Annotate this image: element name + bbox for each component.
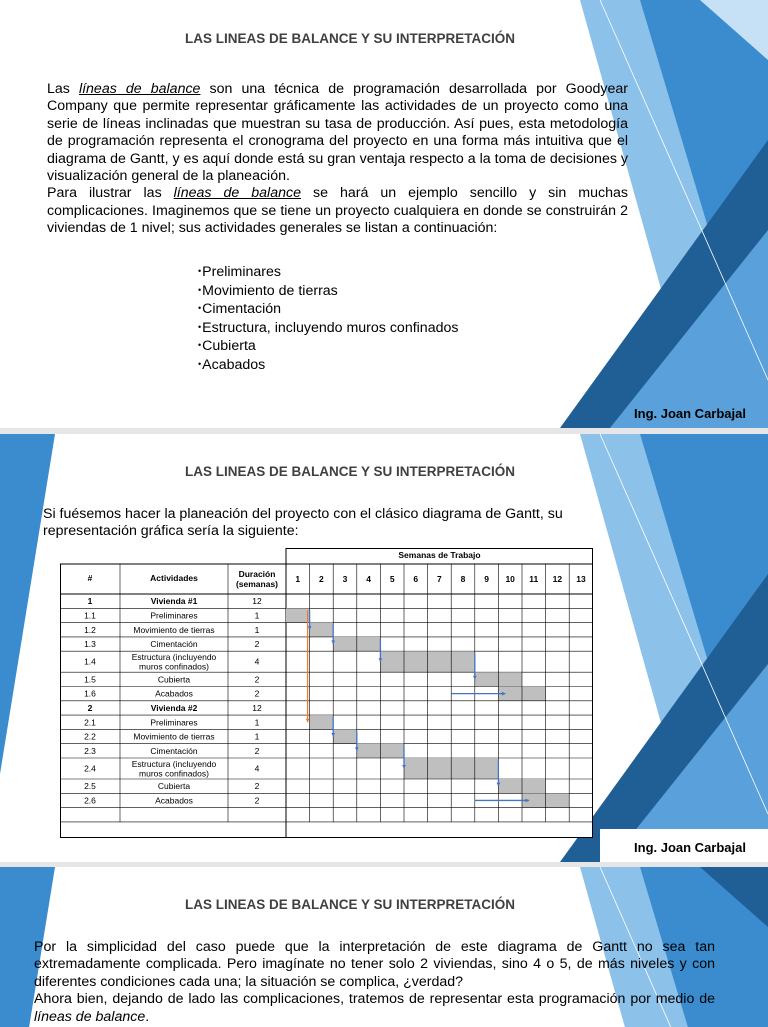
row-duration: 2 [254,639,260,650]
row-number: 2.2 [84,731,96,742]
row-activity: Cubierta [157,674,191,685]
row-duration: 2 [254,781,260,792]
week-header: 3 [342,574,348,584]
weeks-header: Semanas de Trabajo [398,550,481,560]
week-header: 4 [366,574,371,584]
row-duration: 12 [252,596,262,607]
activity-list [198,263,458,375]
row-duration: 2 [254,795,260,806]
slide-1 [0,0,768,428]
week-header: 6 [413,574,419,584]
list-item: • Acabados [198,356,458,375]
row-activity: Preliminares [150,610,198,621]
slide-title: LAS LINEAS DE BALANCE Y SU INTERPRETACIÓN [184,897,516,912]
row-number: 2 [87,702,93,713]
week-header: 1 [295,574,301,584]
row-duration: 2 [254,688,260,699]
list-item: • Estructura, incluyendo muros confinados [198,319,458,338]
week-header: 2 [319,574,324,584]
row-number: 1.3 [84,639,96,650]
list-item: • Preliminares [198,263,458,282]
author-label: Ing. Joan Carbajal [634,840,746,855]
row-number: 2.4 [84,763,96,774]
author-label: Ing. Joan Carbajal [634,406,746,421]
row-number: 1 [87,596,93,607]
row-number: 1.5 [84,674,96,685]
list-item: • Cimentación [198,300,458,319]
list-item: • Cubierta [198,337,458,356]
col-header-activity: Actividades [150,573,198,583]
row-activity: Preliminares [150,717,198,728]
row-activity: Acabados [155,795,193,806]
row-duration: 2 [254,745,260,756]
row-duration: 1 [254,610,260,621]
row-number: 1.4 [84,656,96,667]
col-header-duration: Duración [238,569,276,579]
row-activity: Cubierta [157,781,191,792]
row-number: 2.1 [84,717,96,728]
body-text: Por la simplicidad del caso puede que la interpretación de este diagrama de Gantt no sea tan extremadamente complicada. Pero imagínate no tener solo 2 viviendas, sino 4 o 5, de más niveles y con diferentes condiciones cada una; la situación se complica, ¿verdad? Ahora bien, dejando de lado las complicaciones, tratemos de representar esta programación por medio de líneas de balance. [34,939,715,1025]
week-header: 8 [460,574,466,584]
week-header: 11 [529,574,539,584]
row-activity: Estructura (incluyendo [131,759,217,769]
slide-3 [0,867,768,1027]
row-activity: muros confinados) [139,768,209,779]
row-activity: Vivienda #2 [150,702,198,713]
row-activity: Acabados [155,688,193,699]
row-duration: 4 [254,763,260,774]
row-activity: Estructura (incluyendo [131,652,217,663]
row-activity: Cimentación [150,639,198,650]
row-number: 2.6 [84,795,96,806]
intro-text: Las líneas de balance son una técnica de programación desarrollada por Goodyear Company que permite representar gráficamente las actividades de un proyecto como una serie de líneas inclinadas que muestran su tasa de producción. Así pues, esta metodología de programación representa el cronograma del proyecto en una forma más intuitiva que el diagrama de Gantt, y es aquí donde está su gran ventaja respecto a la toma de decisiones y visualización general de la planeación. Para ilustrar las líneas de balance se hará un ejemplo sencillo y sin muchas complicaciones. Imaginemos que se tiene un proyecto cualquiera en donde se construirán 2 viviendas de 1 nivel; sus actividades generales se listan a continuación: [47,81,628,237]
row-activity: Movimiento de tierras [133,731,215,742]
row-activity: muros confinados) [139,661,209,672]
gantt-bar [333,729,357,743]
intro-text: Si fuésemos hacer la planeación del proyecto con el clásico diagrama de Gantt, su representación gráfica sería la siguiente: [43,506,563,540]
row-duration: 4 [254,656,260,667]
row-duration: 2 [254,674,260,685]
gantt-bar [310,623,334,637]
row-number: 1.6 [84,688,96,699]
row-duration: 1 [254,717,260,728]
row-activity: Cimentación [150,745,198,756]
row-duration: 1 [254,624,260,635]
gantt-table [60,548,593,838]
gantt-bar [286,608,310,622]
slide-title: LAS LINEAS DE BALANCE Y SU INTERPRETACIÓN [184,464,516,479]
row-number: 1.1 [84,610,96,621]
week-header: 5 [389,574,395,584]
week-header: 9 [484,574,489,584]
row-duration: 12 [252,702,262,713]
list-item: • Movimiento de tierras [198,282,458,301]
slide-2 [0,434,768,862]
gantt-bar [310,715,334,729]
row-number: 2.3 [84,745,96,756]
week-header: 7 [437,574,442,584]
row-activity: Vivienda #1 [150,596,198,607]
col-header-num: # [87,573,93,583]
col-header-duration-unit: (semanas) [235,579,279,589]
week-header: 13 [576,574,586,584]
row-duration: 1 [254,731,260,742]
row-number: 1.2 [84,624,96,635]
row-number: 2.5 [84,781,96,792]
row-activity: Movimiento de tierras [133,624,215,635]
week-header: 12 [552,574,563,584]
slide-title: LAS LINEAS DE BALANCE Y SU INTERPRETACIÓN [184,31,516,46]
week-header: 10 [505,574,515,584]
